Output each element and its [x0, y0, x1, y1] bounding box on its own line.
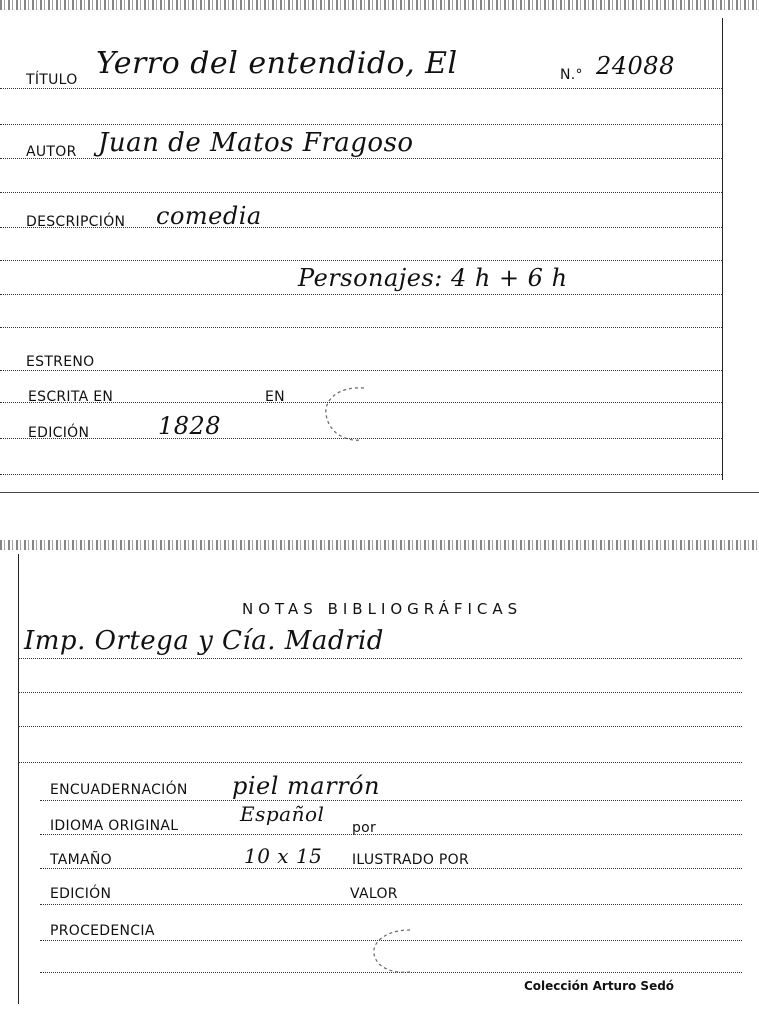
valor-label: VALOR: [350, 886, 398, 902]
por-label: por: [352, 820, 377, 836]
rule: [0, 192, 722, 193]
catalog-card-bottom: [0, 540, 759, 1028]
tamano-label: TAMAÑO: [50, 852, 112, 868]
en-label: EN: [265, 389, 285, 405]
idioma-original-handwritten: Español: [240, 802, 325, 826]
rule: [18, 658, 742, 659]
rule: [40, 868, 742, 869]
rule: [0, 474, 722, 475]
edicion-label-bottom: EDICIÓN: [50, 886, 112, 902]
rule: [0, 294, 722, 295]
escrita-en-label: ESCRITA EN: [28, 389, 114, 405]
encuadernacion-handwritten: piel marrón: [232, 772, 380, 800]
rule: [18, 726, 742, 727]
rule: [0, 260, 722, 261]
rule: [0, 88, 722, 89]
numero-handwritten: 24088: [596, 52, 675, 80]
descripcion-label: DESCRIPCIÓN: [26, 214, 126, 230]
descripcion-handwritten: comedia: [156, 202, 262, 230]
ilustrado-por-label: ILUSTRADO POR: [352, 852, 469, 868]
notas-heading: NOTAS BIBLIOGRÁFICAS: [242, 600, 523, 618]
rule: [0, 327, 722, 328]
autor-label: AUTOR: [26, 144, 77, 160]
card-bottom-left-border: [18, 554, 19, 1004]
titulo-label: TÍTULO: [26, 72, 78, 88]
edicion-handwritten: 1828: [158, 412, 222, 440]
notas-handwritten: Imp. Ortega y Cía. Madrid: [24, 626, 384, 656]
tamano-handwritten: 10 x 15: [244, 844, 323, 868]
rule: [18, 762, 742, 763]
catalog-card-top: [0, 0, 759, 495]
idioma-original-label: IDIOMA ORIGINAL: [50, 818, 179, 834]
rule: [0, 158, 722, 159]
card-bottom-edge: [0, 540, 759, 550]
card-top-edge: [0, 0, 759, 10]
punch-hole-mark: [316, 382, 372, 446]
encuadernacion-label: ENCUADERNACIÓN: [50, 782, 188, 798]
rule: [18, 692, 742, 693]
procedencia-label: PROCEDENCIA: [50, 923, 155, 939]
collection-credit: Colección Arturo Sedó: [524, 979, 675, 993]
rule: [40, 800, 742, 801]
punch-hole-mark: [364, 926, 420, 976]
rule: [0, 370, 722, 371]
titulo-handwritten: Yerro del entendido, El: [96, 46, 458, 81]
numero-label: N.°: [560, 67, 583, 83]
personajes-handwritten: Personajes: 4 h + 6 h: [298, 264, 568, 292]
rule: [40, 904, 742, 905]
edicion-label: EDICIÓN: [28, 425, 90, 441]
rule: [40, 834, 742, 835]
card-divider: [0, 492, 759, 493]
estreno-label: ESTRENO: [26, 354, 95, 370]
card-top-right-border: [722, 18, 723, 480]
autor-handwritten: Juan de Matos Fragoso: [98, 128, 414, 158]
rule: [0, 124, 722, 125]
